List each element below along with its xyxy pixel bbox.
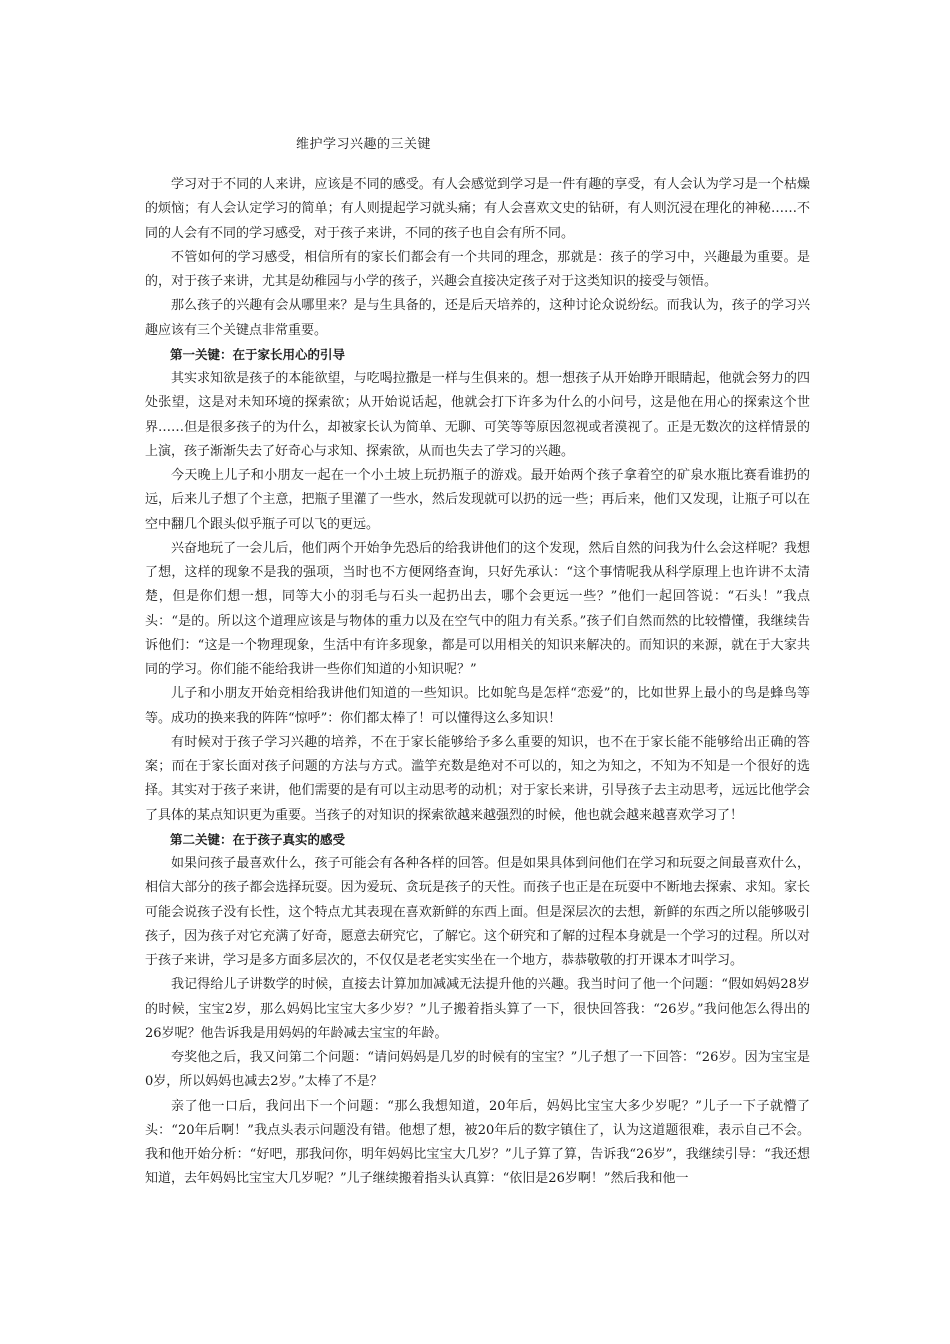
paragraph: 亲了他一口后，我问出下一个问题：“那么我想知道，20年后，妈妈比宝宝大多少岁呢？”儿子一下子就懵了头：“20年后啊！”我点头表示问题没有错。他想了想，被20年后的数字镇住了，认为这道题很难，表示自己不会。我和他开始分析：“好吧，那我问你，明年妈妈比宝宝大几岁？”儿子算了算，告诉我“26岁”，我继续引导：“我还想知道，去年妈妈比宝宝大几岁呢？”儿子继续搬着指头认真算：“依旧是26岁啊！”然后我和他一	[145, 1098, 810, 1187]
paragraph: 不管如何的学习感受，相信所有的家长们都会有一个共同的理念，那就是：孩子的学习中，兴趣最为重要。是的，对于孩子来讲，尤其是幼稚园与小学的孩子，兴趣会直接决定孩子对于这类知识的接受与领悟。	[145, 249, 810, 289]
section-heading: 第二关键：在于孩子真实的感受	[170, 831, 346, 847]
paragraph: 今天晚上儿子和小朋友一起在一个小土坡上玩扔瓶子的游戏。最开始两个孩子拿着空的矿泉水瓶比赛看谁扔的远，后来儿子想了个主意，把瓶子里灌了一些水，然后发现就可以扔的远一些；再后来，他们又发现，让瓶子可以在空中翻几个跟头似乎瓶子可以飞的更远。	[145, 468, 810, 532]
paragraph: 儿子和小朋友开始竞相给我讲他们知道的一些知识。比如鸵鸟是怎样“恋爱”的，比如世界上最小的鸟是蜂鸟等等。成功的换来我的阵阵“惊呼”：你们都太棒了！可以懂得这么多知识！	[145, 686, 810, 726]
paragraph: 如果问孩子最喜欢什么，孩子可能会有各种各样的回答。但是如果具体到问他们在学习和玩耍之间最喜欢什么，相信大部分的孩子都会选择玩耍。因为爱玩、贪玩是孩子的天性。而孩子也正是在玩耍中不断地去探索、求知。家长可能会说孩子没有长性，这个特点尤其表现在喜欢新鲜的东西上面。但是深层次的去想，新鲜的东西之所以能够吸引孩子，因为孩子对它充满了好奇，愿意去研究它，了解它。这个研究和了解的过程本身就是一个学习的过程。所以对于孩子来讲，学习是多方面多层次的，不仅仅是老老实实坐在一个地方，恭恭敬敬的打开课本才叫学习。	[145, 856, 810, 968]
paragraph: 兴奋地玩了一会儿后，他们两个开始争先恐后的给我讲他们的这个发现，然后自然的问我为什么会这样呢？我想了想，这样的现象不是我的强项，当时也不方便网络查询，只好先承认：“这个事情呢我从科学原理上也许讲不太清楚，但是你们想一想，同等大小的羽毛与石头一起扔出去，哪个会更远一些？”他们一起回答说：“石头！”我点头：“是的。所以这个道理应该是与物体的重力以及在空气中的阻力有关系。”孩子们自然而然的比较懵懂，我继续告诉他们：“这是一个物理现象，生活中有许多现象，都是可以用相关的知识来解决的。而知识的来源，就在于大家共同的学习。你们能不能给我讲一些你们知道的小知识呢？”	[145, 540, 810, 677]
paragraph: 其实求知欲是孩子的本能欲望，与吃喝拉撒是一样与生俱来的。想一想孩子从开始睁开眼睛起，他就会努力的四处张望，这是对未知环境的探索欲；从开始说话起，他就会打下许多为什么的小问号，这是他在用心的探索这个世界……但是很多孩子的为什么，却被家长认为简单、无聊、可笑等等原因忽视或者漠视了。正是无数次的这样情景的上演，孩子渐渐失去了好奇心与求知、探索欲，从而也失去了学习的兴趣。	[145, 371, 810, 459]
document-title: 维护学习兴趣的三关键	[296, 137, 432, 152]
paragraph: 夸奖他之后，我又问第二个问题：“请问妈妈是几岁的时候有的宝宝？”儿子想了一下回答：“26岁。因为宝宝是0岁，所以妈妈也减去2岁。”太棒了不是？	[145, 1050, 810, 1090]
paragraph: 有时候对于孩子学习兴趣的培养，不在于家长能够给予多么重要的知识，也不在于家长能不能够给出正确的答案；而在于家长面对孩子问题的方法与方式。滥竽充数是绝对不可以的，知之为知之，不知为不知是一个很好的选择。其实对于孩子来讲，他们需要的是有可以主动思考的动机；对于家长来讲，引导孩子去主动思考，远远比他学会了具体的某点知识更为重要。当孩子的对知识的探索欲越来越强烈的时候，他也就会越来越喜欢学习了！	[145, 734, 810, 823]
paragraph: 学习对于不同的人来讲，应该是不同的感受。有人会感觉到学习是一件有趣的享受，有人会认为学习是一个枯燥的烦恼；有人会认定学习的简单；有人则提起学习就头痛；有人会喜欢文史的钻研，有人则沉浸在理化的神秘……不同的人会有不同的学习感受，对于孩子来讲，不同的孩子也自会有所不同。	[145, 177, 810, 241]
section-heading: 第一关键：在于家长用心的引导	[170, 346, 346, 362]
paragraph: 那么孩子的兴趣有会从哪里来？是与生具备的，还是后天培养的，这种讨论众说纷纭。而我认为，孩子的学习兴趣应该有三个关键点非常重要。	[145, 298, 810, 338]
document-body	[145, 173, 810, 1192]
paragraph: 我记得给儿子讲数学的时候，直接去计算加加减减无法提升他的兴趣。我当时问了他一个问题：“假如妈妈28岁的时候，宝宝2岁，那么妈妈比宝宝大多少岁？”儿子搬着指头算了一下，很快回答我：“26岁。”我问他怎么得出的26岁呢？他告诉我是用妈妈的年龄减去宝宝的年龄。	[145, 977, 810, 1041]
